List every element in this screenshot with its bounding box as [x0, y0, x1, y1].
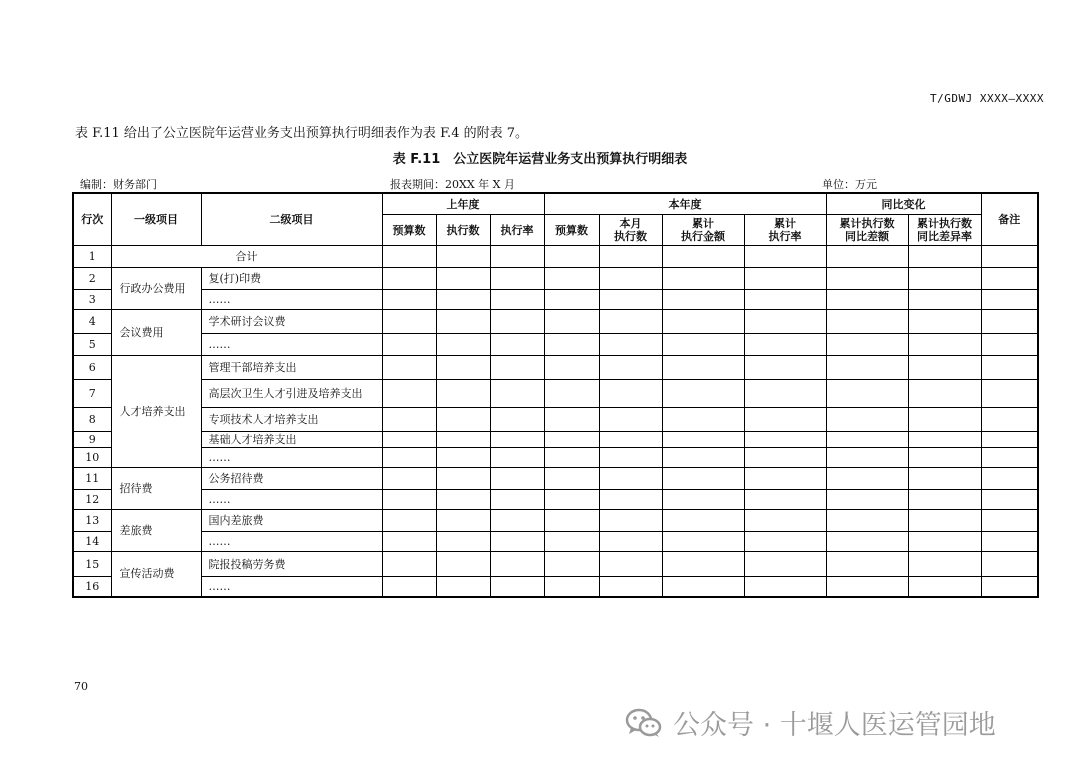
group-label: 差旅费: [111, 510, 201, 552]
row-number: 6: [73, 356, 111, 380]
col-yoy-rate-line2: 同比差异率: [917, 230, 973, 243]
row-number: 11: [73, 468, 111, 490]
col-this-year: 本年度: [544, 193, 826, 215]
cell-yoy-rate[interactable]: [908, 334, 981, 356]
cell-ly-exec[interactable]: [436, 246, 490, 268]
cell-yoy-diff[interactable]: [826, 448, 908, 468]
cell-ty-budget[interactable]: [544, 577, 599, 597]
table-row: [73, 290, 1038, 310]
cell-ty-cum-amount[interactable]: [662, 356, 744, 380]
group-label: 招待费: [111, 468, 201, 510]
col-ty-budget: 预算数: [544, 215, 599, 246]
cell-ty-cum-amount[interactable]: [662, 290, 744, 310]
item-label: ……: [201, 577, 382, 597]
cell-ty-budget[interactable]: [544, 408, 599, 432]
table-title: 表 F.11 公立医院年运营业务支出预算执行明细表: [392, 152, 688, 167]
col-ty-cum-rate-line2: 执行率: [768, 230, 802, 243]
cell-yoy-diff[interactable]: [826, 408, 908, 432]
cell-yoy-rate[interactable]: [908, 380, 981, 408]
editor-label: 编制：财务部门: [80, 178, 157, 191]
cell-remark[interactable]: [981, 408, 1038, 432]
page-number: 70: [74, 680, 88, 693]
cell-yoy-rate[interactable]: [908, 432, 981, 448]
cell-remark[interactable]: [981, 432, 1038, 448]
cell-ly-exec[interactable]: [436, 532, 490, 552]
item-label: 基础人才培养支出: [201, 432, 382, 448]
cell-ly-rate[interactable]: [490, 510, 544, 532]
cell-ty-cum-rate[interactable]: [744, 510, 826, 532]
cell-ty-cum-amount[interactable]: [662, 408, 744, 432]
cell-ty-month[interactable]: [599, 490, 662, 510]
col-ty-cum-amount-line1: 累计: [692, 217, 715, 230]
col-ly-rate: 执行率: [490, 215, 544, 246]
cell-ly-exec[interactable]: [436, 310, 490, 334]
cell-yoy-diff[interactable]: [826, 552, 908, 577]
cell-ty-cum-rate[interactable]: [744, 356, 826, 380]
cell-yoy-diff[interactable]: [826, 290, 908, 310]
col-ty-month-line2: 执行数: [614, 230, 648, 243]
cell-remark[interactable]: [981, 246, 1038, 268]
cell-remark[interactable]: [981, 577, 1038, 597]
cell-ly-exec[interactable]: [436, 468, 490, 490]
cell-ty-month[interactable]: [599, 408, 662, 432]
cell-ly-budget[interactable]: [382, 432, 436, 448]
row-number: 13: [73, 510, 111, 532]
cell-ly-budget[interactable]: [382, 246, 436, 268]
cell-ty-month[interactable]: [599, 380, 662, 408]
row-number: 16: [73, 577, 111, 597]
col-last-year: 上年度: [382, 193, 544, 215]
cell-ly-exec[interactable]: [436, 552, 490, 577]
row-number: 12: [73, 490, 111, 510]
cell-ty-budget[interactable]: [544, 380, 599, 408]
col-yoy-diff: [826, 215, 908, 246]
cell-ty-month[interactable]: [599, 246, 662, 268]
table-row: [73, 552, 1038, 577]
cell-ly-exec[interactable]: [436, 356, 490, 380]
unit-label: 单位：万元: [822, 178, 877, 191]
cell-ty-cum-rate[interactable]: [744, 468, 826, 490]
table-row: [73, 310, 1038, 334]
cell-remark[interactable]: [981, 468, 1038, 490]
cell-ty-cum-amount[interactable]: [662, 310, 744, 334]
cell-ly-exec[interactable]: [436, 490, 490, 510]
row-number: 14: [73, 532, 111, 552]
cell-ly-rate[interactable]: [490, 334, 544, 356]
table-row: [73, 448, 1038, 468]
header-row-1: [73, 193, 1038, 215]
item-label: ……: [201, 448, 382, 468]
cell-yoy-diff[interactable]: [826, 246, 908, 268]
row-number: 10: [73, 448, 111, 468]
cell-ty-month[interactable]: [599, 468, 662, 490]
cell-yoy-rate[interactable]: [908, 246, 981, 268]
cell-yoy-rate[interactable]: [908, 356, 981, 380]
col-yoy-diff-line2: 同比差额: [845, 230, 890, 243]
cell-ly-budget[interactable]: [382, 532, 436, 552]
intro-paragraph: 表 F.11 给出了公立医院年运营业务支出预算执行明细表作为表 F.4 的附表 7。: [75, 126, 529, 141]
col-ty-cum-amount: [662, 215, 744, 246]
item-label: 国内差旅费: [201, 510, 382, 532]
row-number: 7: [73, 380, 111, 408]
cell-ty-cum-amount[interactable]: [662, 334, 744, 356]
item-label: ……: [201, 334, 382, 356]
cell-remark[interactable]: [981, 356, 1038, 380]
table-row: [73, 432, 1038, 448]
cell-yoy-diff[interactable]: [826, 468, 908, 490]
cell-ty-cum-rate[interactable]: [744, 432, 826, 448]
cell-ly-rate[interactable]: [490, 490, 544, 510]
cell-yoy-rate[interactable]: [908, 552, 981, 577]
cell-yoy-diff[interactable]: [826, 490, 908, 510]
row-number: 15: [73, 552, 111, 577]
cell-ly-budget[interactable]: [382, 334, 436, 356]
cell-ty-cum-rate[interactable]: [744, 310, 826, 334]
cell-ly-budget[interactable]: [382, 380, 436, 408]
cell-ly-budget[interactable]: [382, 290, 436, 310]
cell-ly-rate[interactable]: [490, 268, 544, 290]
cell-remark[interactable]: [981, 310, 1038, 334]
item-label: 管理干部培养支出: [201, 356, 382, 380]
group-label: 人才培养支出: [111, 356, 201, 468]
cell-ly-exec[interactable]: [436, 432, 490, 448]
item-label: 学术研讨会议费: [201, 310, 382, 334]
cell-yoy-rate[interactable]: [908, 310, 981, 334]
group-label: 会议费用: [111, 310, 201, 356]
col-ty-month-line1: 本月: [619, 217, 642, 230]
total-label: 合计: [111, 246, 382, 268]
cell-ty-cum-rate[interactable]: [744, 246, 826, 268]
cell-yoy-rate[interactable]: [908, 290, 981, 310]
cell-ly-rate[interactable]: [490, 310, 544, 334]
col-ly-exec: 执行数: [436, 215, 490, 246]
cell-ty-cum-rate[interactable]: [744, 448, 826, 468]
cell-ly-budget[interactable]: [382, 510, 436, 532]
cell-ly-budget[interactable]: [382, 268, 436, 290]
cell-ly-budget[interactable]: [382, 490, 436, 510]
col-row-no: 行次: [73, 193, 111, 246]
cell-ty-cum-amount[interactable]: [662, 448, 744, 468]
cell-ty-month[interactable]: [599, 290, 662, 310]
cell-yoy-rate[interactable]: [908, 448, 981, 468]
cell-ty-cum-amount[interactable]: [662, 577, 744, 597]
table-row: [73, 356, 1038, 380]
col-yoy-diff-line1: 累计执行数: [839, 217, 895, 230]
cell-remark[interactable]: [981, 552, 1038, 577]
watermark: [625, 703, 996, 742]
cell-ty-month[interactable]: [599, 448, 662, 468]
item-label: 公务招待费: [201, 468, 382, 490]
cell-ty-budget[interactable]: [544, 552, 599, 577]
col-yoy-rate: [908, 215, 981, 246]
cell-yoy-rate[interactable]: [908, 577, 981, 597]
cell-yoy-rate[interactable]: [908, 490, 981, 510]
cell-ty-cum-amount[interactable]: [662, 532, 744, 552]
table-row: [73, 268, 1038, 290]
cell-ty-cum-rate[interactable]: [744, 268, 826, 290]
cell-ty-budget[interactable]: [544, 334, 599, 356]
cell-yoy-rate[interactable]: [908, 468, 981, 490]
col-ty-cum-rate-line1: 累计: [774, 217, 797, 230]
standard-code: T/GDWJ XXXX—XXXX: [930, 92, 1044, 105]
cell-ly-budget[interactable]: [382, 468, 436, 490]
cell-remark[interactable]: [981, 268, 1038, 290]
cell-ty-month[interactable]: [599, 532, 662, 552]
table-row: [73, 577, 1038, 597]
cell-ty-cum-amount[interactable]: [662, 246, 744, 268]
row-number: 2: [73, 268, 111, 290]
row-number: 8: [73, 408, 111, 432]
col-level1: 一级项目: [111, 193, 201, 246]
cell-ty-cum-rate[interactable]: [744, 334, 826, 356]
cell-remark[interactable]: [981, 448, 1038, 468]
cell-ly-exec[interactable]: [436, 290, 490, 310]
cell-ly-exec[interactable]: [436, 268, 490, 290]
cell-ty-budget[interactable]: [544, 356, 599, 380]
table-row: [73, 334, 1038, 356]
cell-ty-budget[interactable]: [544, 432, 599, 448]
cell-ly-rate[interactable]: [490, 448, 544, 468]
cell-ty-cum-amount[interactable]: [662, 468, 744, 490]
cell-ly-budget[interactable]: [382, 408, 436, 432]
table-row: [73, 408, 1038, 432]
cell-ly-rate[interactable]: [490, 577, 544, 597]
cell-ty-budget[interactable]: [544, 290, 599, 310]
cell-ly-rate[interactable]: [490, 468, 544, 490]
cell-ly-rate[interactable]: [490, 532, 544, 552]
cell-ly-rate[interactable]: [490, 552, 544, 577]
cell-ty-month[interactable]: [599, 577, 662, 597]
cell-ty-cum-rate[interactable]: [744, 577, 826, 597]
cell-ty-month[interactable]: [599, 510, 662, 532]
cell-yoy-diff[interactable]: [826, 334, 908, 356]
item-label: ……: [201, 290, 382, 310]
cell-yoy-diff[interactable]: [826, 510, 908, 532]
cell-ty-month[interactable]: [599, 268, 662, 290]
item-label: ……: [201, 532, 382, 552]
cell-ly-rate[interactable]: [490, 290, 544, 310]
cell-ty-budget[interactable]: [544, 448, 599, 468]
cell-ty-budget[interactable]: [544, 532, 599, 552]
item-label: ……: [201, 490, 382, 510]
cell-ty-cum-amount[interactable]: [662, 268, 744, 290]
cell-ly-rate[interactable]: [490, 408, 544, 432]
cell-ty-month[interactable]: [599, 432, 662, 448]
cell-ty-month[interactable]: [599, 552, 662, 577]
cell-ly-rate[interactable]: [490, 380, 544, 408]
cell-ty-budget[interactable]: [544, 490, 599, 510]
col-remark: 备注: [981, 193, 1038, 246]
cell-yoy-rate[interactable]: [908, 510, 981, 532]
cell-yoy-diff[interactable]: [826, 380, 908, 408]
cell-ly-exec[interactable]: [436, 510, 490, 532]
table-row: [73, 246, 1038, 268]
row-number: 9: [73, 432, 111, 448]
group-label: 行政办公费用: [111, 268, 201, 310]
table-row: [73, 510, 1038, 532]
cell-ly-budget[interactable]: [382, 310, 436, 334]
wechat-icon: [625, 707, 663, 739]
cell-ty-cum-amount[interactable]: [662, 510, 744, 532]
watermark-text: 公众号 · 十堰人医运管园地: [673, 710, 996, 741]
cell-ly-budget[interactable]: [382, 577, 436, 597]
cell-remark[interactable]: [981, 290, 1038, 310]
item-label: 专项技术人才培养支出: [201, 408, 382, 432]
col-ly-budget: 预算数: [382, 215, 436, 246]
cell-ty-cum-rate[interactable]: [744, 290, 826, 310]
cell-remark[interactable]: [981, 334, 1038, 356]
cell-ty-cum-rate[interactable]: [744, 552, 826, 577]
col-ty-cum-rate: [744, 215, 826, 246]
cell-ly-exec[interactable]: [436, 408, 490, 432]
row-number: 5: [73, 334, 111, 356]
cell-yoy-diff[interactable]: [826, 310, 908, 334]
cell-ly-rate[interactable]: [490, 246, 544, 268]
cell-ly-rate[interactable]: [490, 356, 544, 380]
cell-ty-budget[interactable]: [544, 468, 599, 490]
period-label: 报表期间：20XX 年 X 月: [390, 178, 515, 191]
cell-yoy-diff[interactable]: [826, 577, 908, 597]
cell-ty-month[interactable]: [599, 310, 662, 334]
cell-ly-exec[interactable]: [436, 334, 490, 356]
cell-remark[interactable]: [981, 380, 1038, 408]
item-label: 院报投稿劳务费: [201, 552, 382, 577]
cell-ty-cum-amount[interactable]: [662, 380, 744, 408]
cell-ly-exec[interactable]: [436, 577, 490, 597]
group-label: 宣传活动费: [111, 552, 201, 597]
cell-ty-cum-amount[interactable]: [662, 552, 744, 577]
cell-yoy-rate[interactable]: [908, 532, 981, 552]
cell-ly-exec[interactable]: [436, 380, 490, 408]
budget-execution-table: [72, 192, 1039, 598]
cell-ly-budget[interactable]: [382, 552, 436, 577]
cell-ly-exec[interactable]: [436, 448, 490, 468]
row-number: 4: [73, 310, 111, 334]
col-ty-month: [599, 215, 662, 246]
cell-ty-budget[interactable]: [544, 246, 599, 268]
cell-yoy-rate[interactable]: [908, 268, 981, 290]
cell-yoy-diff[interactable]: [826, 268, 908, 290]
cell-remark[interactable]: [981, 490, 1038, 510]
cell-ty-cum-rate[interactable]: [744, 408, 826, 432]
cell-yoy-diff[interactable]: [826, 432, 908, 448]
cell-yoy-diff[interactable]: [826, 532, 908, 552]
cell-ty-month[interactable]: [599, 334, 662, 356]
table-row: [73, 490, 1038, 510]
table-row: [73, 468, 1038, 490]
row-number: 1: [73, 246, 111, 268]
col-yoy: 同比变化: [826, 193, 981, 215]
cell-ty-cum-amount[interactable]: [662, 490, 744, 510]
cell-ty-cum-amount[interactable]: [662, 432, 744, 448]
col-level2: 二级项目: [201, 193, 382, 246]
cell-ly-budget[interactable]: [382, 356, 436, 380]
col-ty-cum-amount-line2: 执行金额: [681, 230, 726, 243]
cell-remark[interactable]: [981, 510, 1038, 532]
item-label: 复(打)印费: [201, 268, 382, 290]
cell-ty-month[interactable]: [599, 356, 662, 380]
col-yoy-rate-line1: 累计执行数: [917, 217, 973, 230]
cell-yoy-diff[interactable]: [826, 356, 908, 380]
cell-ly-budget[interactable]: [382, 448, 436, 468]
table-row: [73, 380, 1038, 408]
cell-ty-cum-rate[interactable]: [744, 380, 826, 408]
cell-yoy-rate[interactable]: [908, 408, 981, 432]
cell-ty-budget[interactable]: [544, 310, 599, 334]
cell-ty-budget[interactable]: [544, 510, 599, 532]
cell-ly-rate[interactable]: [490, 432, 544, 448]
cell-ty-cum-rate[interactable]: [744, 532, 826, 552]
item-label: 高层次卫生人才引进及培养支出: [201, 380, 382, 408]
cell-ty-budget[interactable]: [544, 268, 599, 290]
cell-ty-cum-rate[interactable]: [744, 490, 826, 510]
table-row: [73, 532, 1038, 552]
cell-remark[interactable]: [981, 532, 1038, 552]
row-number: 3: [73, 290, 111, 310]
